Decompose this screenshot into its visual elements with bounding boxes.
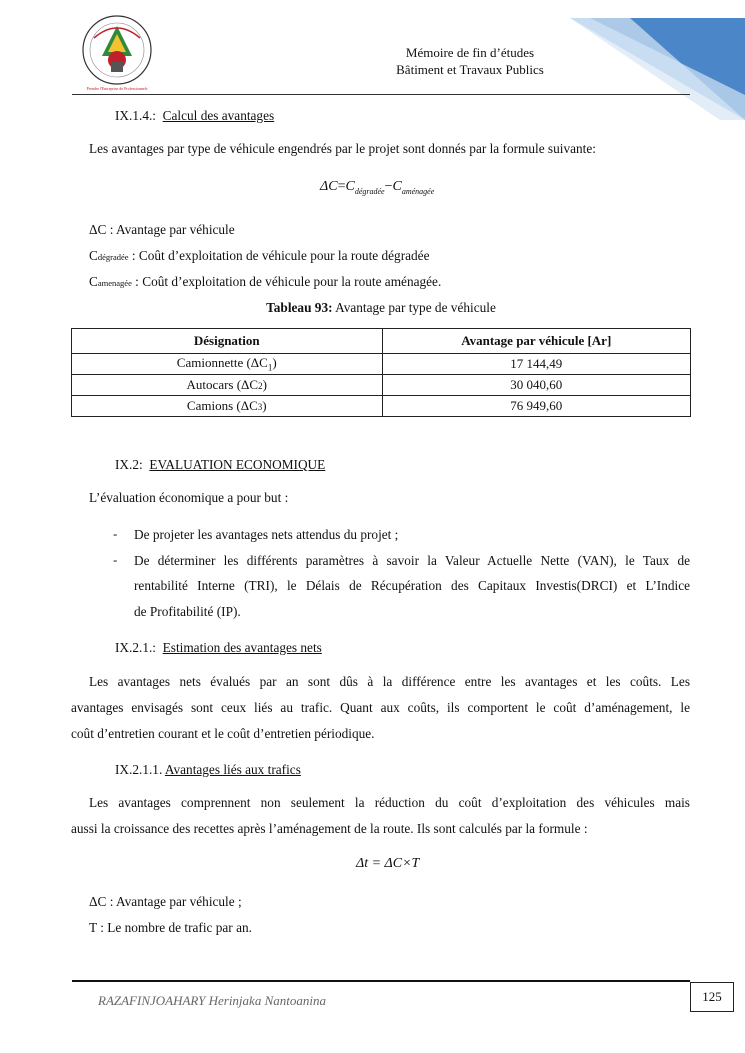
definition-c-degradee — [89, 247, 429, 266]
def-symbol: C — [89, 248, 98, 263]
footer-rule — [72, 980, 690, 982]
section-title: Avantages liés aux trafics — [164, 762, 301, 777]
formula-term-1-sub: dégradée — [354, 186, 385, 196]
para2-line-1: Les avantages comprennent non seulement la réduction du coût d’exploitation des véhicules mais — [89, 795, 690, 810]
cell-value: 76 949,60 — [382, 396, 691, 417]
formula-lhs: ΔC — [320, 179, 338, 194]
cell-value: 17 144,49 — [382, 354, 691, 375]
formula-minus: − — [384, 179, 393, 194]
formula-term-2-sub: aménagée — [401, 186, 435, 196]
definition-delta-c-2: ΔC : Avantage par véhicule ; — [89, 894, 242, 909]
section-number: IX.1.4.: — [115, 108, 156, 123]
page-number: 125 — [690, 982, 734, 1012]
section-heading-2-1-1 — [115, 761, 301, 779]
bullet-item-2-line-2: rentabilité Interne (TRI), le Délais de Récupération des Capitaux Investis(DRCI) et L’Indice — [134, 578, 690, 593]
para1-line-2: avantages envisagés sont ceux liés au trafic. Quant aux coûts, ils comportent le coût d’aménagement, le — [71, 700, 690, 715]
table-caption — [71, 299, 691, 317]
formula-traffic: Δt = ΔC×T — [356, 856, 420, 871]
table-row — [72, 396, 691, 417]
section-title: Calcul des avantages — [162, 108, 275, 123]
def-subscript: dégradée — [97, 252, 129, 262]
cell-designation: Autocars (ΔC2) — [72, 375, 383, 396]
cell-designation: Camionnette $(\Delta C_1)$ — [72, 354, 383, 375]
table-row — [72, 375, 691, 396]
cell-designation: Camions (ΔC3) — [72, 396, 383, 417]
logo-caption: Prendre l'Entreprise de Professionnels — [86, 86, 148, 91]
para1-line-3: coût d’entretien courant et le coût d’entretien périodique. — [71, 726, 375, 741]
bullet-dash: - — [113, 552, 118, 567]
def-symbol: C — [89, 274, 98, 289]
section-heading-2 — [115, 456, 325, 474]
section-number: IX.2.1.1. — [115, 762, 163, 777]
section-heading-2-1 — [115, 639, 322, 657]
eval-intro: L’évaluation économique a pour but : — [89, 490, 289, 505]
def-subscript: amenagée — [97, 278, 132, 288]
section-number: IX.2: — [115, 457, 143, 472]
section-heading-1-4 — [115, 107, 274, 125]
header-line-1: Mémoire de fin d’études — [405, 45, 535, 60]
bullet-item-2-line-3: de Profitabilité (IP). — [134, 604, 241, 619]
cell-value: 30 040,60 — [382, 375, 691, 396]
header-rule — [72, 94, 690, 95]
para2-line-2: aussi la croissance des recettes après l’aménagement de la route. Ils sont calculés par la formule : — [71, 821, 588, 836]
table-caption-text: Avantage par type de véhicule — [332, 300, 496, 315]
formula-equals: = — [337, 179, 346, 194]
table-header-row — [72, 329, 691, 354]
bullet-item-1: De projeter les avantages nets attendus du projet ; — [134, 527, 399, 542]
section-title: Estimation des avantages nets — [162, 640, 322, 655]
formula-advantage — [320, 179, 434, 196]
bullet-item-2-line-1: De déterminer les différents paramètres à savoir la Valeur Actuelle Nette (VAN), le Taux de — [134, 553, 690, 568]
formula-term-2: C — [392, 179, 402, 194]
def-text: : Coût d’exploitation de véhicule pour la route aménagée. — [131, 274, 442, 289]
header-line-2: Bâtiment et Travaux Publics — [396, 62, 544, 77]
table-caption-label: Tableau 93: — [266, 300, 333, 315]
para1-line-1: Les avantages nets évalués par an sont dûs à la différence entre les avantages et les coûts. Les — [89, 674, 690, 689]
definition-t: T : Le nombre de trafic par an. — [89, 920, 252, 935]
bullet-dash: - — [113, 526, 118, 541]
section-number: IX.2.1.: — [115, 640, 156, 655]
formula-term-1: C — [345, 179, 355, 194]
header-designation: Désignation — [72, 329, 383, 354]
section-title: EVALUATION ECONOMIQUE — [149, 457, 326, 472]
header-advantage: Avantage par véhicule [Ar] — [382, 329, 691, 354]
advantage-table — [71, 328, 691, 417]
school-logo — [78, 12, 156, 94]
table-row — [72, 354, 691, 375]
definition-delta-c: ΔC : Avantage par véhicule — [89, 222, 235, 237]
definition-c-amenagee — [89, 273, 441, 292]
intro-paragraph: Les avantages par type de véhicule engendrés par le projet sont donnés par la formule suivante: — [89, 141, 596, 156]
footer-author: RAZAFINJOAHARY Herinjaka Nantoanina — [98, 993, 326, 1008]
def-text: : Coût d’exploitation de véhicule pour la route dégradée — [128, 248, 430, 263]
